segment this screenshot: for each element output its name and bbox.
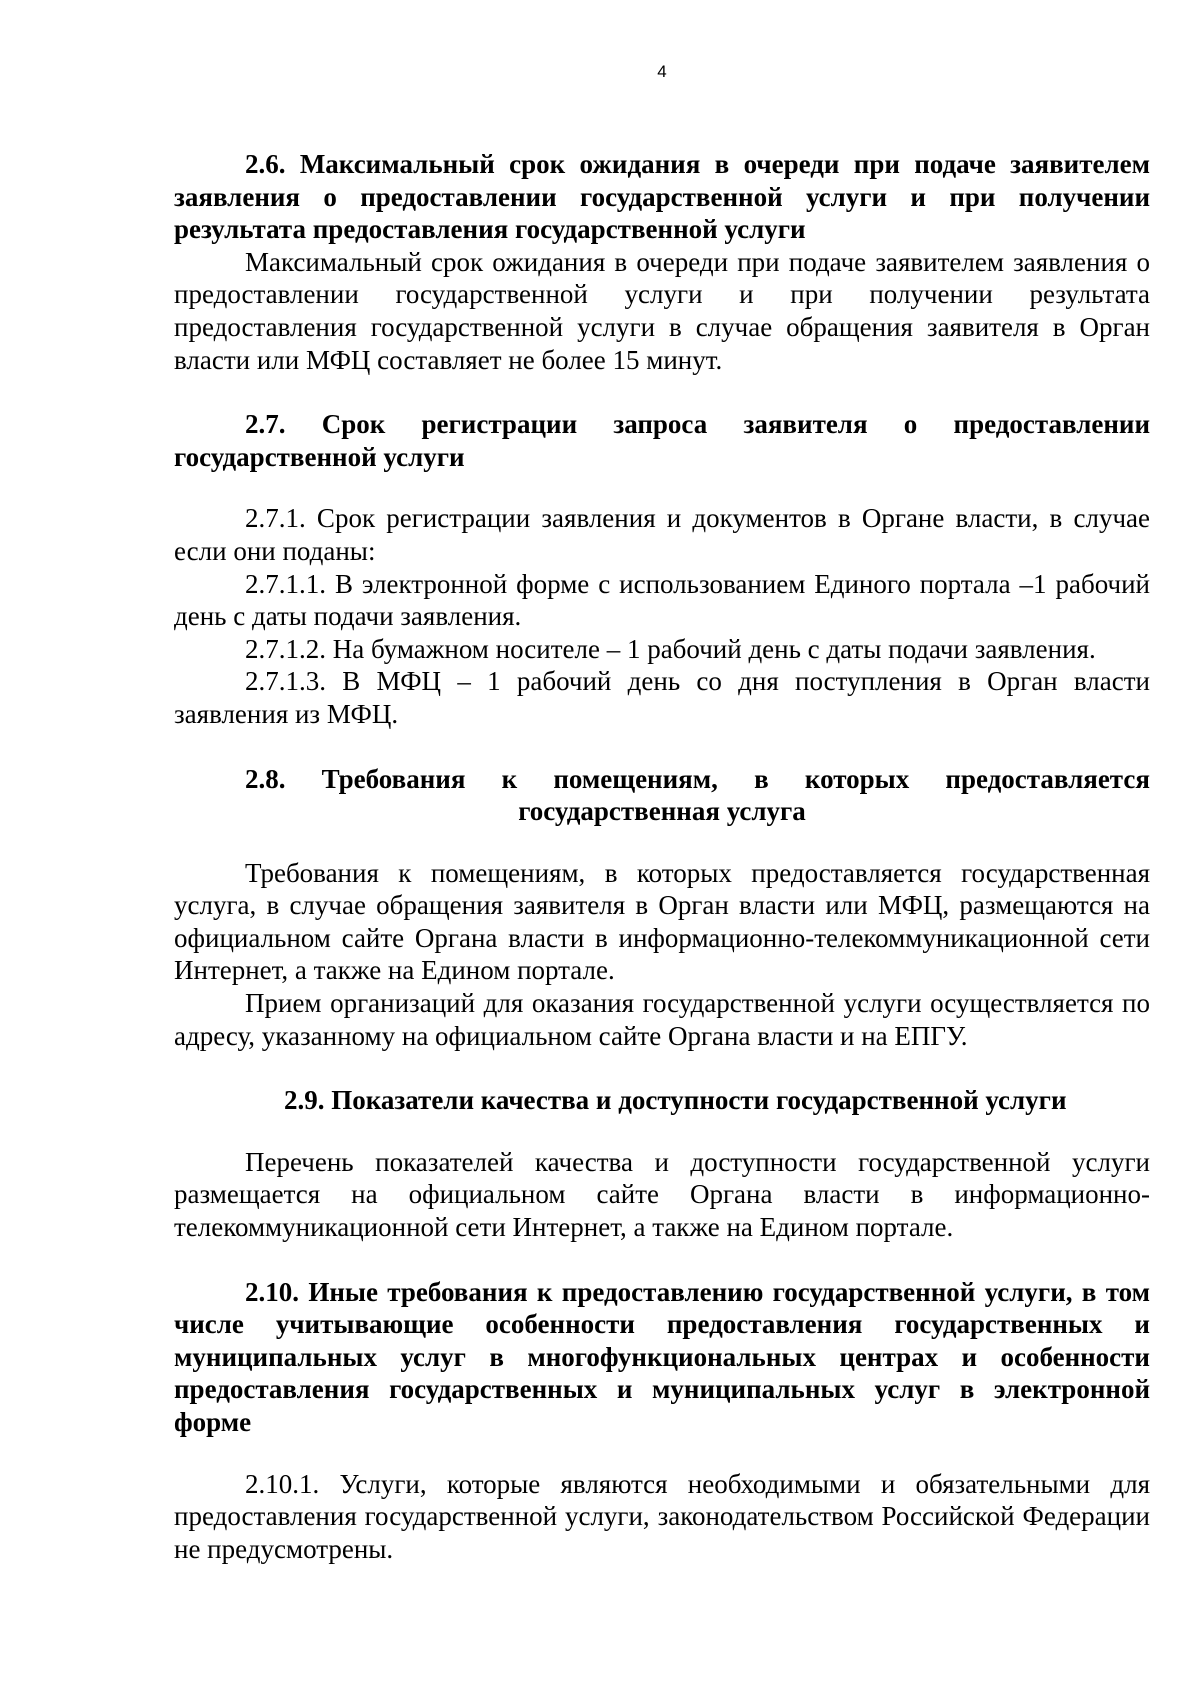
section-heading-continued: государственная услуга: [518, 796, 806, 827]
section-heading: 2.8. Требования к помещениям, в которых предоставляется: [245, 763, 1150, 794]
section-2-6: [174, 148, 1150, 376]
section-2-10: [174, 1276, 1150, 1566]
heading-spacer: [174, 1439, 1150, 1468]
section-spacer: [174, 731, 1150, 763]
section-paragraph: 2.7.1.1. В электронной форме с использованием Единого портала –1 рабочий день с даты подачи заявления.: [174, 568, 1150, 632]
section-spacer: [174, 1244, 1150, 1276]
section-2-9: [174, 1084, 1150, 1243]
document-body: [174, 148, 1150, 1565]
section-paragraph: Перечень показателей качества и доступности государственной услуги размещается на официальном сайте Органа власти в информационно-телекоммуникационной сети Интернет, а также на Едином портале.: [174, 1146, 1150, 1243]
heading-spacer: [174, 473, 1150, 502]
section-heading: 2.6. Максимальный срок ожидания в очереди при подаче заявителем заявления о предоставлении государственной услуги и при получении результата предоставления государственной услуги: [174, 149, 1150, 245]
heading-spacer: [174, 1117, 1150, 1146]
section-paragraph: Максимальный срок ожидания в очереди при подаче заявителем заявления о предоставлении государственной услуги и при получении результата предоставления государственной услуги в случае обращения заявителя в Орган власти или МФЦ составляет не более 15 минут.: [174, 246, 1150, 375]
page-number: 4: [657, 62, 667, 81]
section-spacer: [174, 376, 1150, 408]
section-paragraph: 2.10.1. Услуги, которые являются необходимыми и обязательными для предоставления государственной услуги, законодательством Российской Федерации не предусмотрены.: [174, 1468, 1150, 1564]
section-2-8: [174, 763, 1150, 1053]
section-heading: 2.7. Срок регистрации запроса заявителя о предоставлении государственной услуги: [174, 409, 1150, 472]
section-paragraph: 2.7.1.2. На бумажном носителе – 1 рабочий день с даты подачи заявления.: [245, 633, 1096, 664]
section-paragraph: Требования к помещениям, в которых предоставляется государственная услуга, в случае обращения заявителя в Орган власти или МФЦ, размещаются на официальном сайте Органа власти в информационно-телекоммуникационной сети Интернет, а также на Едином портале.: [174, 857, 1150, 986]
section-paragraph: 2.7.1. Срок регистрации заявления и документов в Органе власти, в случае если они поданы:: [174, 503, 1150, 566]
section-spacer: [174, 1052, 1150, 1084]
section-paragraph: 2.7.1.3. В МФЦ – 1 рабочий день со дня поступления в Орган власти заявления из МФЦ.: [174, 666, 1150, 729]
section-heading: 2.9. Показатели качества и доступности государственной услуги: [284, 1085, 1067, 1116]
section-paragraph: Прием организаций для оказания государственной услуги осуществляется по адресу, указанному на официальном сайте Органа власти и на ЕПГУ.: [174, 988, 1150, 1051]
section-2-7: [174, 408, 1150, 730]
heading-spacer: [174, 828, 1150, 857]
section-heading: 2.10. Иные требования к предоставлению государственной услуги, в том числе учитывающие особенности предоставления государственных и муниципальных услуг в многофункциональных центрах и особенности предоставления государственных и муниципальных услуг в электронной форме: [174, 1276, 1150, 1437]
